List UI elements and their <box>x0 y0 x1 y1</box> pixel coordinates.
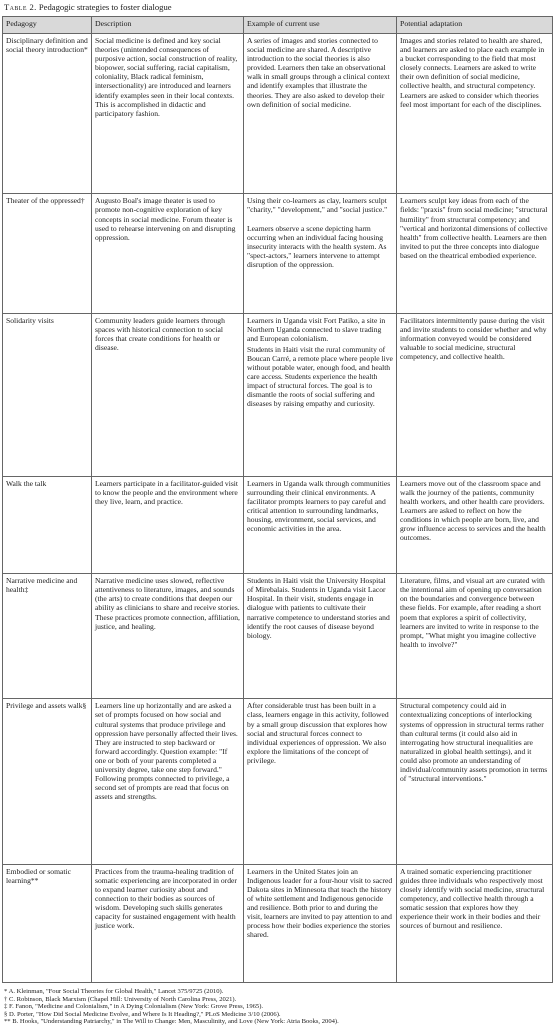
footnote: † C. Robinson, Black Marxism (Chapel Hill: University of North Carolina Press, 2021). <box>4 995 237 1003</box>
header-example: Example of current use <box>244 17 397 34</box>
cell-paragraph: Narrative medicine uses slowed, reflective attentiveness to literature, images, and sounds (the arts) to create conditions that deepen our ability as clinicians to share and receive stories. These practices promote connection, affiliation, justice, and healing. <box>95 576 240 631</box>
cell-paragraph: Literature, films, and visual art are curated with the intentional aim of opening up conversation on the boundaries and convergence between these fields. For example, after reading a short poem that explores a spirit of collectivity, learners are invited to write in response to the prompt, "What might you imagine collective health to involve?" <box>400 576 545 649</box>
cell-description <box>92 476 244 573</box>
cell-description <box>92 194 244 313</box>
table-row <box>3 194 553 313</box>
footnote: ‡ F. Fanon, "Medicine and Colonialism," in A Dying Colonialism (New York: Grove Press, 1965). <box>4 1003 264 1010</box>
cell-pedagogy: Theater of the oppressed† <box>3 194 92 313</box>
footnote: ** B. Hooks, "Understanding Patriarchy," in The Will to Change: Men, Masculinity, and Love (New York: Atria Books, 2004). <box>4 1018 339 1025</box>
cell-description <box>92 313 244 476</box>
cell-paragraph: Students in Haiti visit the University Hospital of Mirebalais. Students in Uganda visit Lacor Hospital. In their visit, students engage in dialogue with patients to cultivate their narrative competence to understand stories and identify the root causes of disease beyond biology. <box>247 576 390 640</box>
table-caption <box>4 2 172 12</box>
cell-paragraph: Learners sculpt key ideas from each of the fields: "praxis" from social medicine; "structural humility" from structural competency; and "vertical and horizontal dimensions of collective health" from collective health. Learners are then invited to put the three concepts into dialogue based on the theatrical embodied experience. <box>400 196 548 260</box>
cell-adaptation <box>397 699 553 864</box>
table-row <box>3 864 553 982</box>
cell-description <box>92 34 244 194</box>
cell-pedagogy: Privilege and assets walk§ <box>3 699 92 864</box>
cell-paragraph: Students in Haiti visit the rural community of Boucan Carré, a remote place where people live without potable water, enough food, and health care access. Students experience the health impact of structural forces. The goal is to dismantle the roots of social suffering and diseases by raising empathy and curiosity. <box>247 344 393 409</box>
cell-pedagogy: Solidarity visits <box>3 313 92 476</box>
cell-paragraph: Learners observe a scene depicting harm occurring when an individual facing housing insecurity interacts with the health system. As "spect-actors," learners intervene to attempt disruption of the oppression. <box>247 223 387 269</box>
cell-description <box>92 864 244 982</box>
table-row <box>3 313 553 476</box>
pedagogy-table <box>2 16 553 983</box>
header-description: Description <box>92 17 244 34</box>
cell-adaptation <box>397 34 553 194</box>
table-row <box>3 34 553 194</box>
cell-paragraph: Learners in Uganda visit Fort Patiko, a site in Northern Uganda connected to slave trading and European colonialism. <box>247 315 386 343</box>
cell-adaptation <box>397 864 553 982</box>
cell-example <box>244 34 397 194</box>
table-header-row <box>3 17 553 34</box>
cell-paragraph: Community leaders guide learners through spaces with historical connection to social forces that create conditions for health or disease. <box>95 315 225 352</box>
cell-paragraph: Learners participate in a facilitator-guided visit to know the people and the environment where they live, learn, and practice. <box>95 478 239 507</box>
cell-paragraph: Using their co-learners as clay, learners sculpt "charity," "development," and "social justice." <box>247 196 388 215</box>
cell-paragraph: Learners line up horizontally and are asked a set of prompts focused on how social and cultural systems that produce privilege and oppression have personally affected their lives. They are instructed to step backward or forward accordingly. Question example: "If one or both of your parents completed a university degree, take one step forward." Following prompts connected to privilege, a second set of prompts are read that focus on assets and strengths. <box>95 701 238 802</box>
table-row <box>3 476 553 573</box>
cell-pedagogy: Walk the talk <box>3 476 92 573</box>
cell-example <box>244 194 397 313</box>
table-row <box>3 574 553 699</box>
cell-description <box>92 574 244 699</box>
cell-description <box>92 699 244 864</box>
cell-adaptation <box>397 313 553 476</box>
cell-paragraph: Learners in the United States join an Indigenous leader for a four-hour visit to sacred Dakota sites in Minnesota that teach the history of white settlement and Indigenous genocide and resilience. Both prior to and during the visit, learners are invited to pay attention to and process how their bodies experience the stories shared. <box>247 866 393 940</box>
cell-pedagogy: Narrative medicine and health‡ <box>3 574 92 699</box>
cell-adaptation <box>397 476 553 573</box>
cell-adaptation <box>397 194 553 313</box>
table-title: Pedagogic strategies to foster dialogue <box>38 2 172 12</box>
cell-example <box>244 864 397 982</box>
cell-paragraph: Social medicine is defined and key social theories (unintended consequences of purposive action, social construction of reality, biopower, social suffering, racial capitalism, coloniality, Black radical feminism, intersectionality) are introduced and learners identify examples seen in their local contexts. This is accomplished in didactic and participatory fashion. <box>95 36 238 118</box>
header-adaptation: Potential adaptation <box>397 17 553 34</box>
cell-example <box>244 699 397 864</box>
cell-paragraph: Practices from the trauma-healing tradition of somatic experiencing are incorporated in order to expand learner curiosity about and connection to their bodies as sources of wisdom. Developing such skills generates capacity for sustained engagement with health justice work. <box>95 866 237 931</box>
cell-paragraph: Images and stories related to health are shared, and learners are asked to place each example in a bucket corresponding to the field that most closely connects. Learners are asked to write their own definition of social medicine, collective health, and structural competency. Learners are asked to consider which theories feel most important for each of the disciplines. <box>400 36 545 109</box>
table-label: Table 2. <box>4 2 37 12</box>
cell-paragraph: Augusto Boal's image theater is used to promote non-cognitive exploration of key concepts in social medicine. Forum theater is used to rehearse intervening on and disrupting oppression. <box>95 196 236 242</box>
cell-pedagogy: Disciplinary definition and social theory introduction* <box>3 34 92 194</box>
cell-adaptation <box>397 574 553 699</box>
footnote: § D. Porter, "How Did Social Medicine Evolve, and Where Is It Heading?," PLoS Medicine 3/10 (2006). <box>4 1010 281 1018</box>
footnotes <box>4 988 339 1026</box>
cell-example <box>244 476 397 573</box>
cell-example <box>244 574 397 699</box>
cell-paragraph: Structural competency could aid in contextualizing conceptions of interlocking systems of oppression in structural terms rather than cultural terms (it could also aid in interrogating how structural inequalities are naturalized in global health settings), and it could also promote an understanding of individual/community assets promotion in terms of "structural interventions." <box>400 701 548 784</box>
table-row <box>3 699 553 864</box>
cell-pedagogy: Embodied or somatic learning** <box>3 864 92 982</box>
header-pedagogy: Pedagogy <box>3 17 92 34</box>
cell-paragraph: A trained somatic experiencing practitioner guides three individuals who respectively most closely identify with social medicine, structural competency, and collective health through a somatic session that explores how they experience their work in their bodies and their sources of burnout and resilience. <box>400 866 545 931</box>
cell-paragraph: After considerable trust has been built in a class, learners engage in this activity, followed by a small group discussion that explores how social and structural forces connect to individual experiences of oppression. We also explore the limitations of the concept of privilege. <box>247 701 389 765</box>
cell-paragraph: A series of images and stories connected to social medicine are shared. A descriptive introduction to the social theories is also provided. Learners then take an observational walk in small groups through a clinical context and identify examples that illustrate the theories. They are also asked to develop their own definition of social medicine. <box>247 36 390 109</box>
cell-paragraph: Learners move out of the classroom space and walk the journey of the patients, community health workers, and other health care providers. Learners are asked to reflect on how the conditions in which people are born, live, and grow influence access to services and the health outcomes. <box>400 478 546 543</box>
footnote: * A. Kleinman, "Four Social Theories for Global Health," Lancet 375/9725 (2010). <box>4 988 224 995</box>
cell-paragraph: Learners in Uganda walk through communities surrounding their clinical environments. A facilitator prompts learners to pay careful and critical attention to surrounding landmarks, housing, environment, social services, and economic activities in the area. <box>247 478 391 534</box>
cell-paragraph: Facilitators intermittently pause during the visit and invite students to consider whether and why information conveyed would be considered valuable to social medicine, structural competency, and collective health. <box>400 315 547 361</box>
cell-example <box>244 313 397 476</box>
